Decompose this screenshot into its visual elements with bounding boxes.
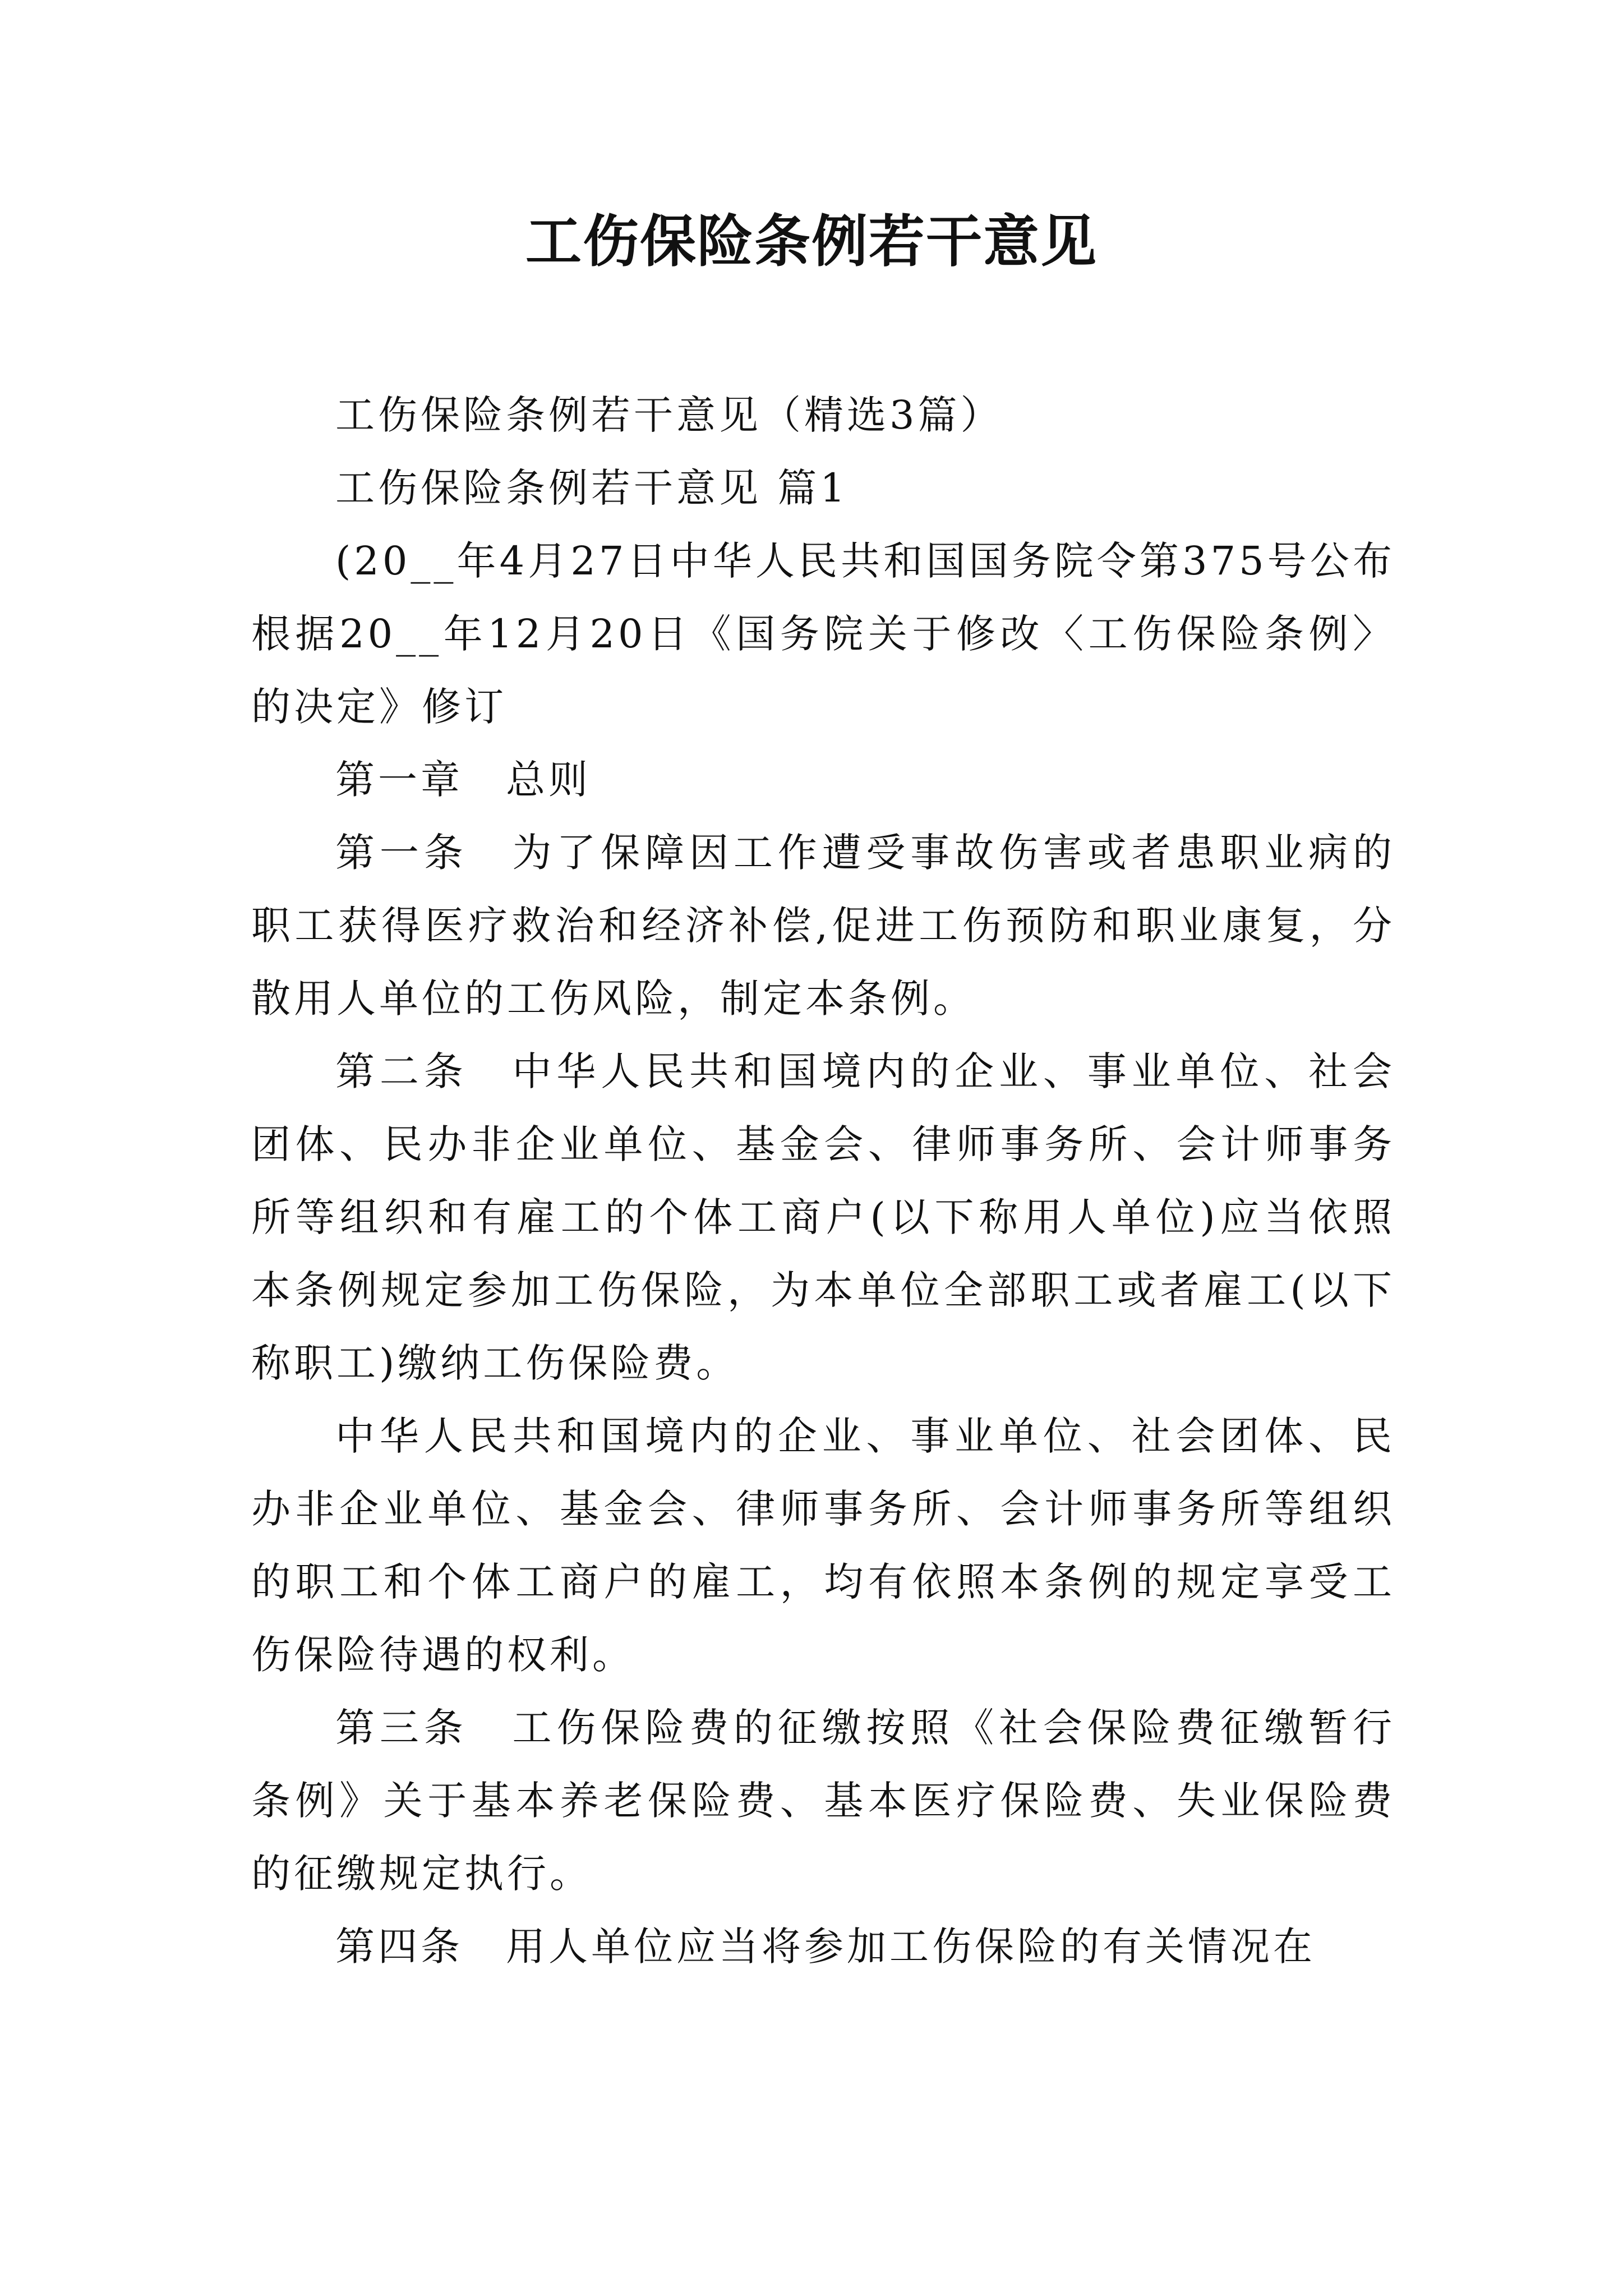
paragraph-article-1: 第一条 为了保障因工作遭受事故伤害或者患职业病的职工获得医疗救治和经济补偿,促进工伤预防和职业康复，分散用人单位的工伤风险，制定本条例。 [251, 830, 1395, 1022]
paragraph-article-3: 第三条 工伤保险费的征缴按照《社会保险费征缴暂行条例》关于基本养老保险费、基本医疗保险费、失业保险费的征缴规定执行。 [251, 1705, 1395, 1897]
document-body [251, 379, 1395, 1983]
paragraph-article-4: 第四条 用人单位应当将参加工伤保险的有关情况在 [335, 1924, 1316, 1970]
paragraph-chapter-heading: 第一章 总则 [335, 757, 591, 803]
paragraph-subtitle: 工伤保险条例若干意见（精选3篇） [335, 392, 1003, 438]
paragraph-article-2-continued: 中华人民共和国境内的企业、事业单位、社会团体、民办非企业单位、基金会、律师事务所、会计师事务所等组织的职工和个体工商户的雇工，均有依照本条例的规定享受工伤保险待遇的权利。 [251, 1413, 1395, 1678]
paragraph-article-2: 第二条 中华人民共和国境内的企业、事业单位、社会团体、民办非企业单位、基金会、律师事务所、会计师事务所等组织和有雇工的个体工商户(以下称用人单位)应当依照本条例规定参加工伤保险，为本单位全部职工或者雇工(以下称职工)缴纳工伤保险费。 [251, 1048, 1395, 1386]
paragraph-promulgation-note: (20__年4月27日中华人民共和国国务院令第375号公布根据20__年12月20日《国务院关于修改〈工伤保险条例〉的决定》修订 [251, 538, 1395, 730]
document-title: 工伤保险条例若干意见 [525, 208, 1098, 274]
paragraph-section-heading: 工伤保险条例若干意见 篇1 [335, 465, 849, 511]
